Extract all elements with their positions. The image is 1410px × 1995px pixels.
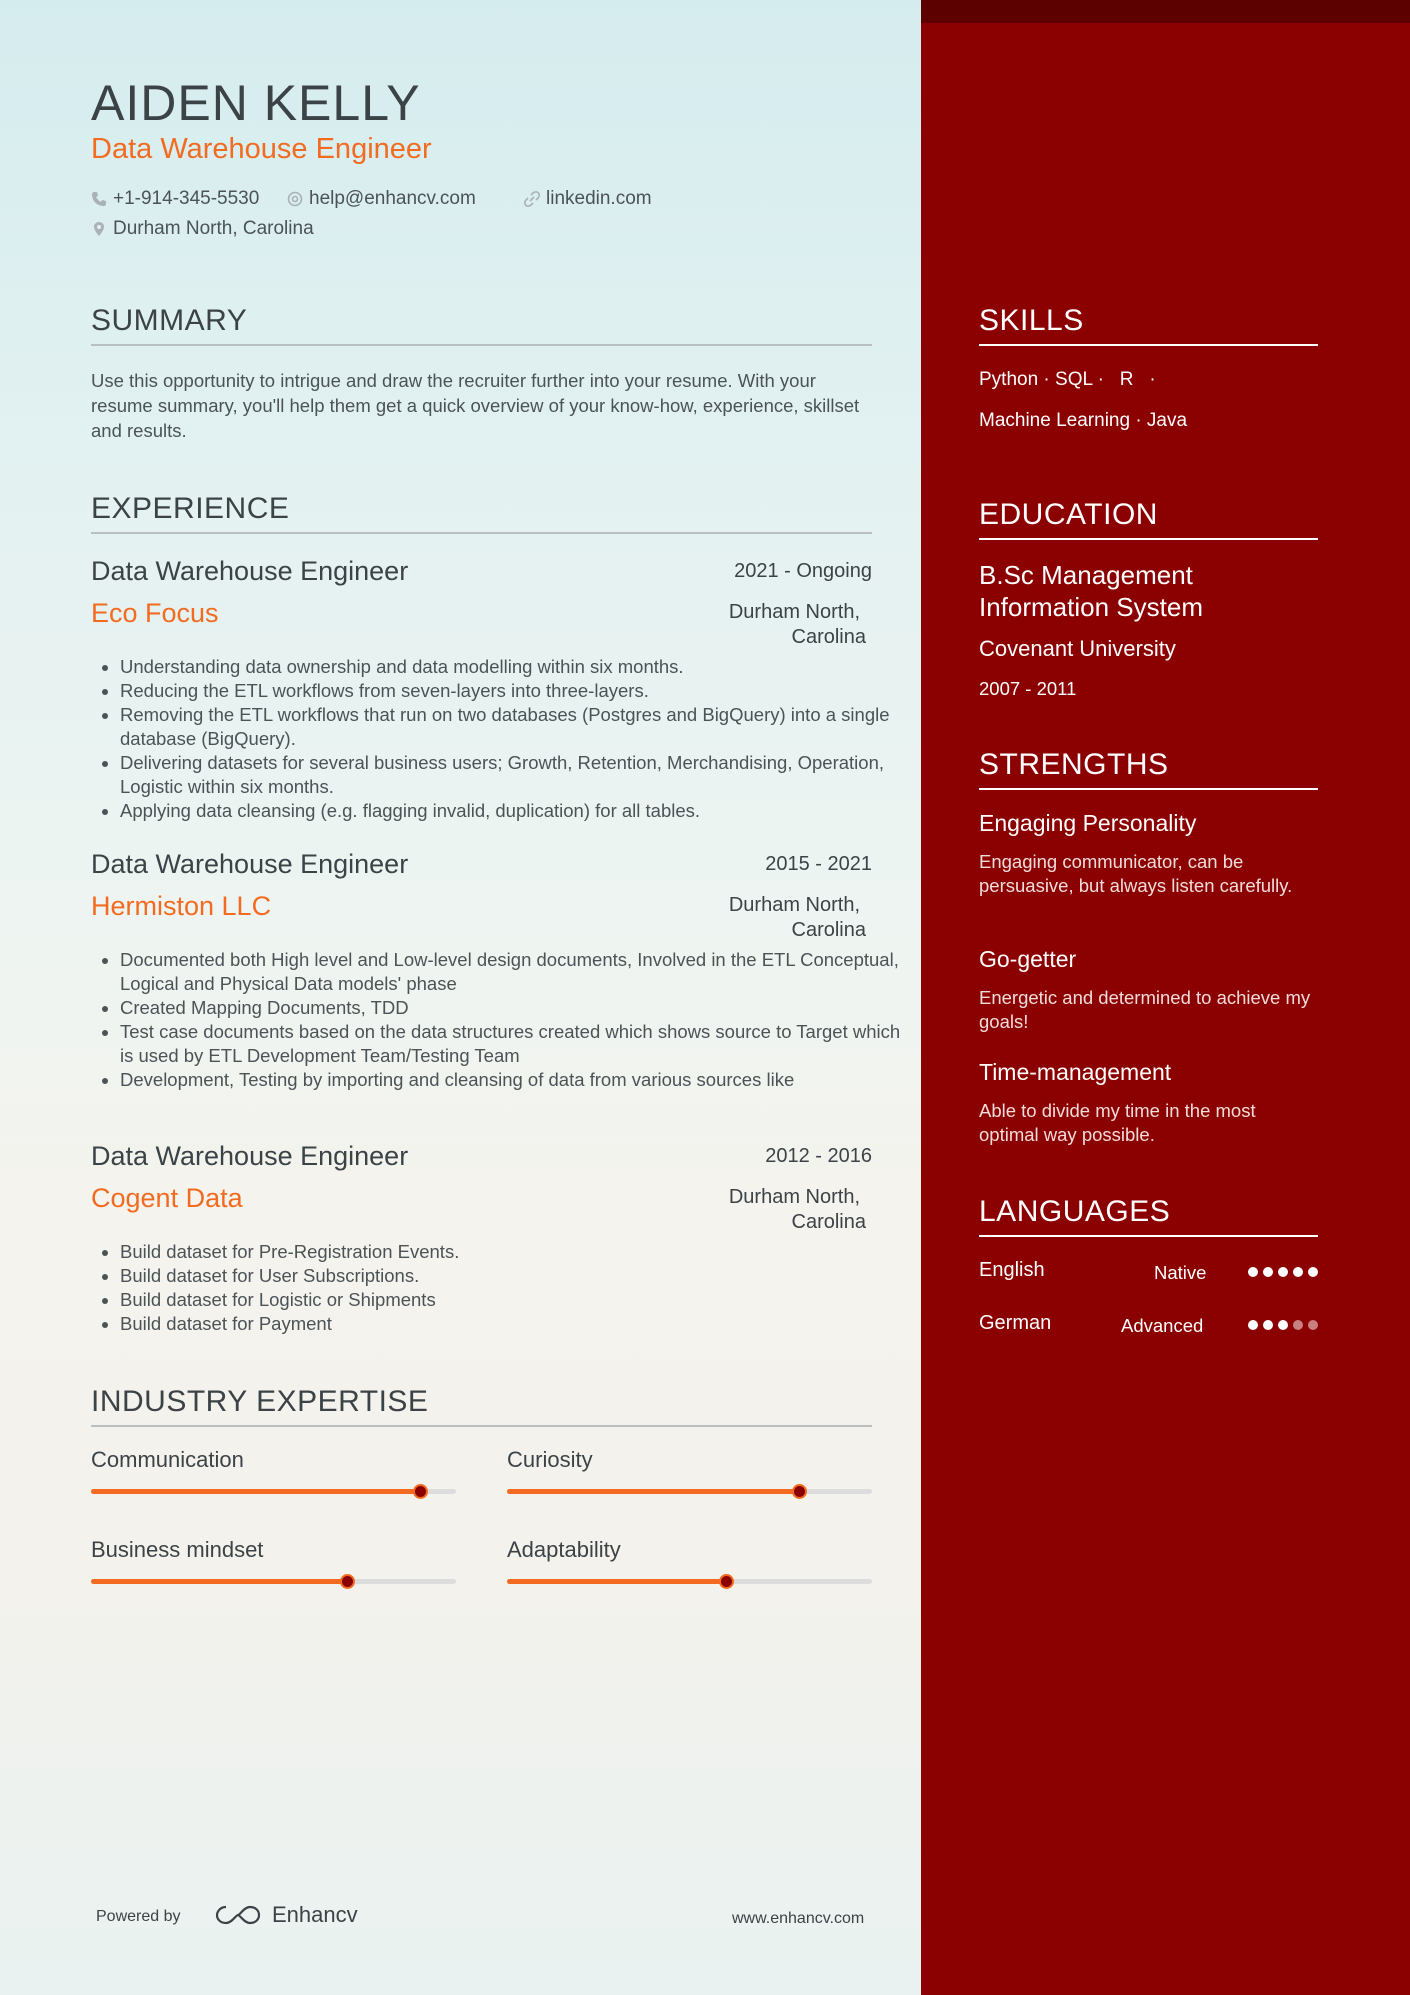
list-item: • Created Mapping Documents, TDD bbox=[120, 996, 910, 1020]
expertise-bar-knob bbox=[719, 1574, 734, 1589]
expertise-bar-fill bbox=[507, 1489, 799, 1494]
list-item: • Build dataset for Logistic or Shipments bbox=[120, 1288, 910, 1312]
education-degree-line-2: Information System bbox=[979, 592, 1203, 622]
education-degree-line-1: B.Sc Management bbox=[979, 560, 1193, 590]
strength-title: Engaging Personality bbox=[979, 810, 1197, 836]
expertise-label: Communication bbox=[91, 1447, 244, 1472]
level-dot bbox=[1293, 1267, 1303, 1277]
contact-location bbox=[91, 218, 314, 240]
list-item: • Removing the ETL workflows that run on two databases (Postgres and BigQuery) into a single database (BigQuery). bbox=[120, 703, 910, 751]
level-dot bbox=[1263, 1267, 1273, 1277]
phone-text: +1-914-345-5530 bbox=[113, 188, 260, 209]
job-title: Data Warehouse Engineer bbox=[91, 849, 409, 879]
expertise-bar bbox=[91, 1579, 456, 1584]
list-item: • Test case documents based on the data structures created which shows source to Target which is used by ETL Development Team/Testing Team bbox=[120, 1020, 910, 1068]
language-name: German bbox=[979, 1312, 1052, 1334]
job-location-line-2: Carolina bbox=[791, 1211, 866, 1233]
job-bullets bbox=[91, 948, 910, 1092]
expertise-bar-knob bbox=[340, 1574, 355, 1589]
expertise-label: Curiosity bbox=[507, 1447, 593, 1472]
expertise-label: Business mindset bbox=[91, 1537, 264, 1562]
experience-heading: EXPERIENCE bbox=[91, 492, 872, 534]
job-location-line-1: Durham North, bbox=[728, 1186, 860, 1208]
strength-text: Engaging communicator, can be persuasive, but always listen carefully. bbox=[979, 851, 1293, 896]
strength-text: Energetic and determined to achieve my goals! bbox=[979, 987, 1311, 1032]
list-item: • Applying data cleansing (e.g. flagging invalid, duplication) for all tables. bbox=[120, 799, 910, 823]
education-years: 2007 - 2011 bbox=[979, 678, 1077, 699]
location-text: Durham North, Carolina bbox=[113, 218, 314, 239]
contact-phone bbox=[91, 188, 259, 210]
job-company: Cogent Data bbox=[91, 1183, 243, 1213]
candidate-role: Data Warehouse Engineer bbox=[91, 133, 432, 165]
job-location-line-2: Carolina bbox=[791, 919, 866, 941]
job-bullets bbox=[91, 655, 910, 823]
expertise-bar-knob bbox=[413, 1484, 428, 1499]
strength-title: Time-management bbox=[979, 1059, 1172, 1085]
list-item: • Development, Testing by importing and cleansing of data from various sources like bbox=[120, 1068, 910, 1092]
level-dot bbox=[1308, 1267, 1318, 1277]
job-location bbox=[626, 893, 866, 943]
expertise-bar-knob bbox=[792, 1484, 807, 1499]
level-dot bbox=[1263, 1320, 1273, 1330]
job-bullets bbox=[91, 1240, 910, 1336]
expertise-bar-fill bbox=[91, 1579, 347, 1584]
job-location-line-1: Durham North, bbox=[728, 894, 860, 916]
contact-email[interactable] bbox=[287, 188, 476, 210]
expertise-bar-fill bbox=[91, 1489, 420, 1494]
sidebar-top-band bbox=[921, 0, 1410, 23]
job-title: Data Warehouse Engineer bbox=[91, 556, 409, 586]
job-title: Data Warehouse Engineer bbox=[91, 1141, 409, 1171]
enhancv-infinity-icon bbox=[214, 1903, 262, 1927]
skills-line-2: Machine Learning · Java bbox=[979, 410, 1188, 431]
link-icon bbox=[524, 191, 540, 207]
email-text[interactable]: help@enhancv.com bbox=[309, 188, 476, 209]
enhancv-brand: Enhancv bbox=[272, 1902, 358, 1927]
list-item: • Build dataset for Pre-Registration Events. bbox=[120, 1240, 910, 1264]
job-location bbox=[626, 1185, 866, 1235]
strength-text: Able to divide my time in the most optimal way possible. bbox=[979, 1100, 1256, 1145]
footer-url[interactable]: www.enhancv.com bbox=[732, 1910, 865, 1927]
level-dot bbox=[1278, 1267, 1288, 1277]
expertise-bar bbox=[507, 1489, 872, 1494]
languages-heading: LANGUAGES bbox=[979, 1195, 1318, 1237]
job-company: Eco Focus bbox=[91, 598, 219, 628]
job-location-line-1: Durham North, bbox=[728, 601, 860, 623]
skills-heading: SKILLS bbox=[979, 304, 1318, 346]
job-company: Hermiston LLC bbox=[91, 891, 272, 921]
skills-line-1: Python · SQL · R · bbox=[979, 369, 1156, 390]
job-location-line-2: Carolina bbox=[791, 626, 866, 648]
job-date: 2012 - 2016 bbox=[765, 1145, 872, 1167]
strengths-heading: STRENGTHS bbox=[979, 748, 1318, 790]
level-dot bbox=[1278, 1320, 1288, 1330]
contact-link[interactable] bbox=[524, 188, 652, 210]
summary-text: Use this opportunity to intrigue and draw the recruiter further into your resume. With your resume summary, you'll help them get a quick overview of your know-how, experience, skillset and results. bbox=[91, 370, 860, 441]
summary-heading: SUMMARY bbox=[91, 304, 872, 346]
list-item: • Delivering datasets for several business users; Growth, Retention, Merchandising, Operation, Logistic within six months. bbox=[120, 751, 910, 799]
level-dot bbox=[1248, 1267, 1258, 1277]
expertise-heading: INDUSTRY EXPERTISE bbox=[91, 1385, 872, 1427]
language-level: Advanced bbox=[1121, 1315, 1204, 1336]
link-text[interactable]: linkedin.com bbox=[546, 188, 652, 209]
powered-by-label: Powered by bbox=[96, 1908, 181, 1925]
expertise-bar bbox=[507, 1579, 872, 1584]
level-dot bbox=[1248, 1320, 1258, 1330]
education-school: Covenant University bbox=[979, 636, 1176, 661]
enhancv-logo[interactable] bbox=[214, 1902, 358, 1928]
at-icon bbox=[287, 191, 303, 207]
language-dots bbox=[1248, 1320, 1318, 1330]
phone-icon bbox=[91, 191, 107, 207]
candidate-name: AIDEN KELLY bbox=[91, 75, 421, 131]
level-dot bbox=[1308, 1320, 1318, 1330]
list-item: • Documented both High level and Low-level design documents, Involved in the ETL Conceptual, Logical and Physical Data models' phase bbox=[120, 948, 910, 996]
language-dots bbox=[1248, 1267, 1318, 1277]
list-item: • Build dataset for Payment bbox=[120, 1312, 910, 1336]
level-dot bbox=[1293, 1320, 1303, 1330]
list-item: • Build dataset for User Subscriptions. bbox=[120, 1264, 910, 1288]
language-level: Native bbox=[1154, 1262, 1207, 1283]
education-heading: EDUCATION bbox=[979, 498, 1318, 540]
job-date: 2021 - Ongoing bbox=[734, 560, 872, 582]
job-date: 2015 - 2021 bbox=[765, 853, 872, 875]
location-icon bbox=[91, 221, 107, 237]
expertise-bar bbox=[91, 1489, 456, 1494]
list-item: • Understanding data ownership and data modelling within six months. bbox=[120, 655, 910, 679]
strength-title: Go-getter bbox=[979, 946, 1077, 972]
expertise-bar-fill bbox=[507, 1579, 726, 1584]
job-location bbox=[626, 600, 866, 650]
language-name: English bbox=[979, 1259, 1045, 1281]
list-item: • Reducing the ETL workflows from seven-layers into three-layers. bbox=[120, 679, 910, 703]
expertise-label: Adaptability bbox=[507, 1537, 621, 1562]
